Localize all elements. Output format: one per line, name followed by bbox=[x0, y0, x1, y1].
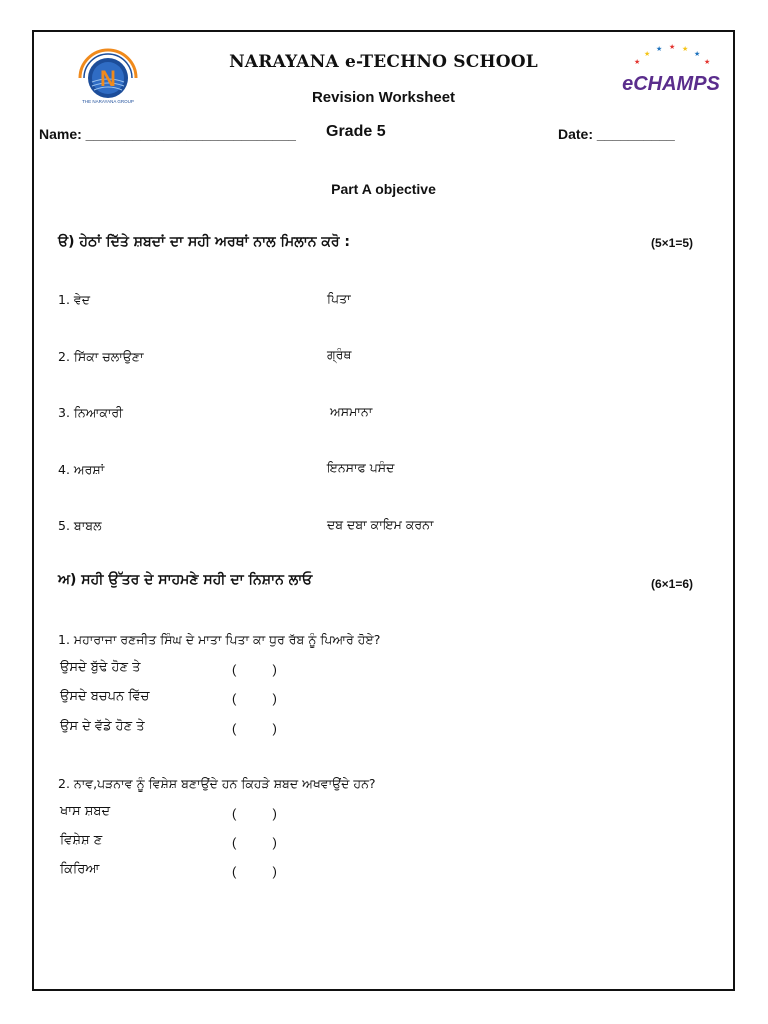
section-b-marks: (6×1=6) bbox=[651, 577, 694, 591]
svg-text:★: ★ bbox=[694, 50, 701, 58]
svg-text:★: ★ bbox=[704, 58, 711, 66]
match-left-item: 4. ਅਰਸ਼ਾਂ bbox=[58, 462, 105, 477]
option-label: ਉਸਦੇ ਬਚਪਨ ਵਿੱਚ bbox=[60, 689, 150, 704]
svg-text:★: ★ bbox=[669, 43, 676, 51]
worksheet-title: Revision Worksheet bbox=[311, 89, 456, 106]
answer-box[interactable]: ( ) bbox=[232, 662, 277, 677]
answer-box[interactable]: ( ) bbox=[232, 806, 277, 821]
narayana-logo-caption: THE NARAYANA GROUP bbox=[82, 99, 134, 104]
option-label: ਵਿਸ਼ੇਸ਼ ਣ bbox=[60, 833, 103, 848]
grade-label: Grade 5 bbox=[326, 123, 386, 140]
option-label: ਉਸ ਦੇ ਵੱਡੇ ਹੋਣ ਤੇ bbox=[60, 719, 145, 734]
svg-text:★: ★ bbox=[656, 45, 663, 53]
match-right-item: ਅਸਮਾਨਾ bbox=[330, 404, 373, 419]
question-2-text: 2. ਨਾਵ,ਪੜਨਾਵ ਨੂੰ ਵਿਸ਼ੇਸ਼ ਬਣਾਉਂਦੇ ਹਨ ਕਿਹੜੇ ਸ਼ਬਦ ਅਖਵਾਉਂਦੇ ਹਨ? bbox=[58, 776, 376, 791]
match-right-item: ਦਬ ਦਬਾ ਕਾਇਮ ਕਰਨਾ bbox=[327, 517, 434, 532]
answer-box[interactable]: ( ) bbox=[232, 691, 277, 706]
svg-text:★: ★ bbox=[682, 45, 689, 53]
answer-box[interactable]: ( ) bbox=[232, 864, 277, 879]
section-b-heading: ਅ) ਸਹੀ ਉੱਤਰ ਦੇ ਸਾਹਮਣੇ ਸਹੀ ਦਾ ਨਿਸ਼ਾਨ ਲਾਓ bbox=[58, 572, 313, 588]
answer-box[interactable]: ( ) bbox=[232, 721, 277, 736]
match-left-item: 1. ਵੇਦ bbox=[58, 292, 90, 307]
section-a-heading: ੳ) ਹੇਠਾਂ ਦਿੱਤੇ ਸ਼ਬਦਾਂ ਦਾ ਸਹੀ ਅਰਥਾਂ ਨਾਲ ਮਿਲਾਨ ਕਰੋ : bbox=[58, 234, 351, 250]
svg-text:★: ★ bbox=[644, 50, 651, 58]
match-left-item: 3. ਨਿਆਕਾਰੀ bbox=[58, 405, 123, 420]
section-a-marks: (5×1=5) bbox=[651, 236, 694, 250]
match-right-item: ਗ੍ਰੰਥ bbox=[327, 347, 352, 362]
name-field: Name: ___________________________ bbox=[39, 126, 296, 142]
match-right-item: ਪਿਤਾ bbox=[327, 291, 351, 306]
svg-text:★: ★ bbox=[634, 58, 641, 66]
answer-box[interactable]: ( ) bbox=[232, 835, 277, 850]
echamps-logo-text: eCHAMPS bbox=[622, 73, 720, 95]
date-field: Date: __________ bbox=[558, 126, 675, 142]
part-a-title: Part A objective bbox=[331, 181, 436, 197]
match-left-item: 5. ਬਾਬਲ bbox=[58, 518, 102, 533]
match-left-item: 2. ਸਿੱਕਾ ਚਲਾਉਣਾ bbox=[58, 349, 144, 364]
school-name: NARAYANA e-TECHNO SCHOOL bbox=[229, 52, 538, 72]
option-label: ਉਸਦੇ ਬੁੱਢੇ ਹੋਣ ਤੇ bbox=[60, 660, 141, 675]
svg-text:N: N bbox=[100, 66, 116, 91]
option-label: ਖਾਸ ਸ਼ਬਦ bbox=[60, 804, 111, 819]
question-1-text: 1. ਮਹਾਰਾਜਾ ਰਣਜੀਤ ਸਿੰਘ ਦੇ ਮਾਤਾ ਪਿਤਾ ਕਾ ਧੁਰ ਰੱਬ ਨੂੰ ਪਿਆਰੇ ਹੋਏ? bbox=[58, 632, 381, 647]
match-right-item: ਇਨਸਾਫ ਪਸੰਦ bbox=[327, 460, 395, 475]
worksheet-page bbox=[32, 30, 735, 991]
option-label: ਕਿਰਿਆ bbox=[60, 862, 100, 877]
